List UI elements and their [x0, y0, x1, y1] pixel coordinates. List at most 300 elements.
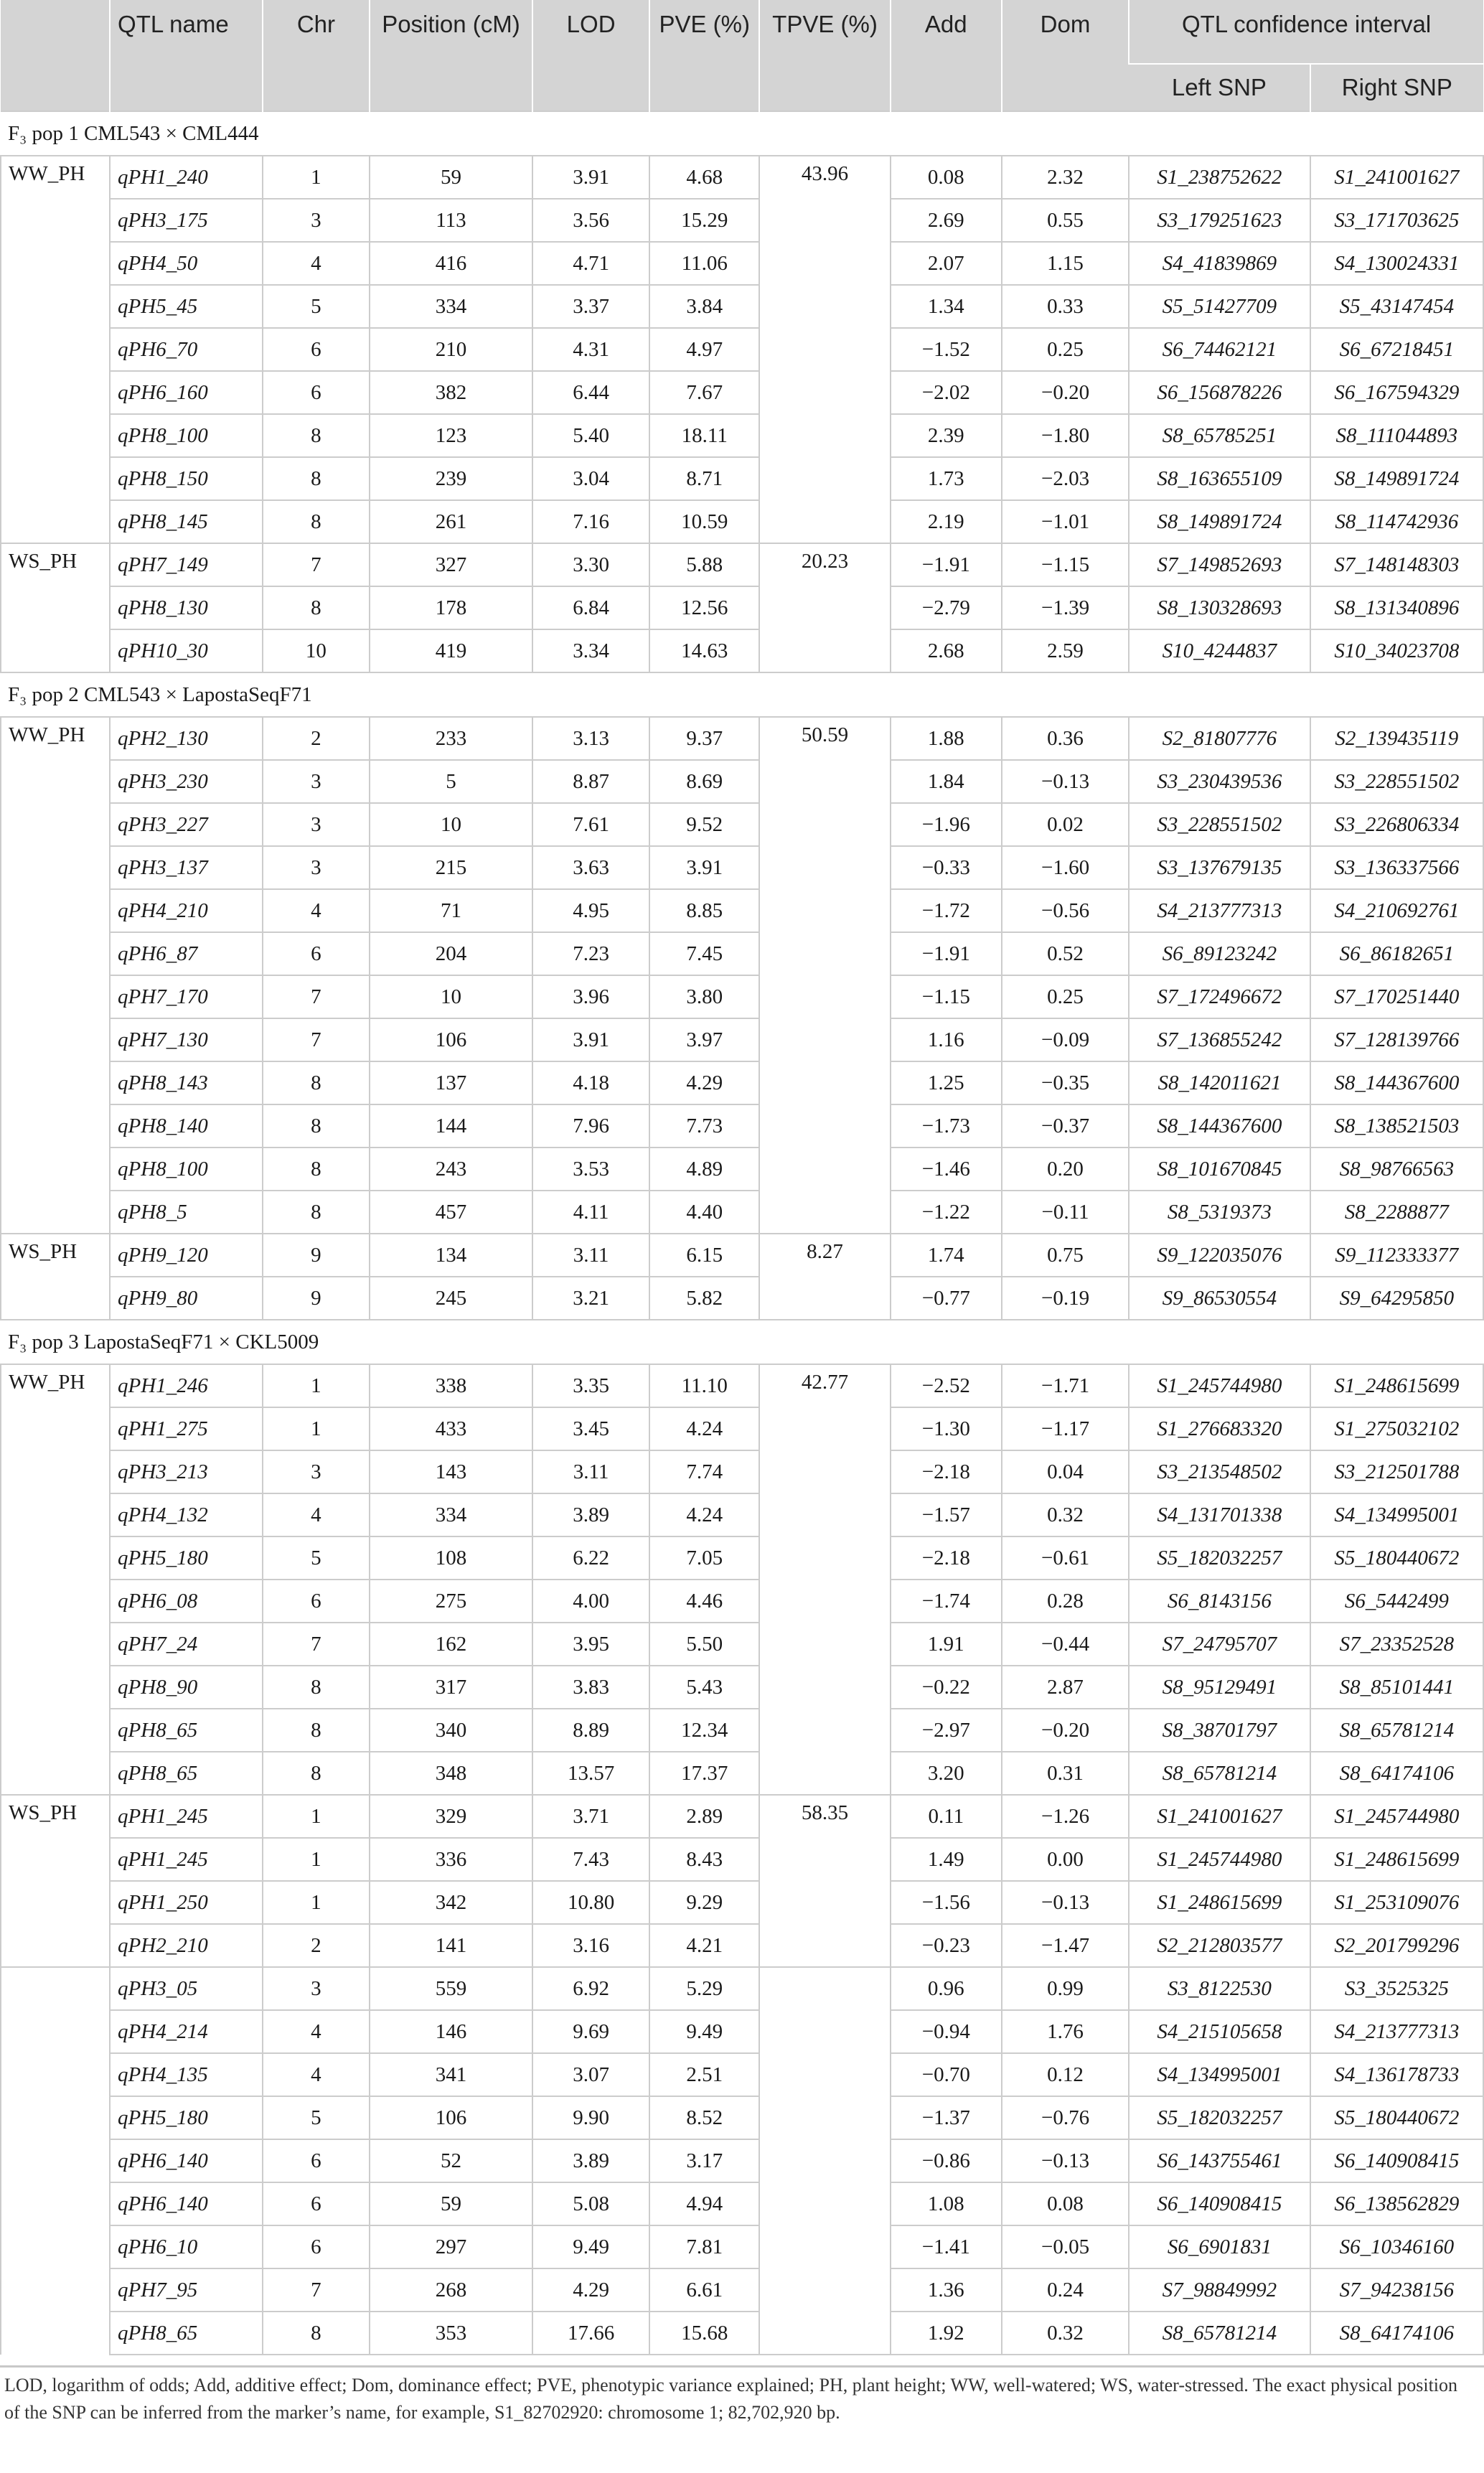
chr-cell: 8 — [263, 500, 370, 543]
table-row — [1, 1709, 1483, 1752]
add-cell: −2.02 — [891, 371, 1002, 414]
table-row — [1, 975, 1483, 1018]
lod-cell: 4.95 — [532, 889, 649, 932]
table-row — [1, 586, 1483, 629]
chr-cell: 2 — [263, 1924, 370, 1967]
lod-cell: 3.35 — [532, 1364, 649, 1407]
pve-cell: 18.11 — [649, 414, 759, 457]
position-cell: 144 — [370, 1104, 532, 1148]
lod-cell: 3.30 — [532, 543, 649, 586]
chr-cell: 8 — [263, 414, 370, 457]
left-snp-cell: S3_8122530 — [1129, 1967, 1310, 2010]
dom-cell: −0.20 — [1002, 1709, 1129, 1752]
dom-cell: −0.37 — [1002, 1104, 1129, 1148]
table-row — [1, 629, 1483, 672]
add-cell: 1.36 — [891, 2268, 1002, 2312]
left-snp-cell: S7_172496672 — [1129, 975, 1310, 1018]
lod-cell: 6.44 — [532, 371, 649, 414]
pve-cell: 12.56 — [649, 586, 759, 629]
add-cell: 1.16 — [891, 1018, 1002, 1061]
pve-cell: 9.29 — [649, 1881, 759, 1924]
left-snp-cell: S1_241001627 — [1129, 1795, 1310, 1838]
position-cell: 416 — [370, 242, 532, 285]
chr-cell: 8 — [263, 1709, 370, 1752]
chr-cell: 1 — [263, 1407, 370, 1450]
position-cell: 10 — [370, 803, 532, 846]
table-body — [1, 111, 1483, 2355]
qtl-name-cell: qPH5_180 — [110, 2096, 263, 2139]
add-cell: −1.52 — [891, 328, 1002, 371]
pve-cell: 8.52 — [649, 2096, 759, 2139]
chr-cell: 1 — [263, 156, 370, 199]
header-chr: Chr — [263, 0, 370, 111]
add-cell: −1.41 — [891, 2225, 1002, 2268]
chr-cell: 4 — [263, 2053, 370, 2096]
pve-cell: 3.91 — [649, 846, 759, 889]
right-snp-cell: S9_64295850 — [1310, 1277, 1483, 1320]
right-snp-cell: S10_34023708 — [1310, 629, 1483, 672]
right-snp-cell: S4_130024331 — [1310, 242, 1483, 285]
dom-cell: 1.76 — [1002, 2010, 1129, 2053]
position-cell: 5 — [370, 760, 532, 803]
pve-cell: 9.52 — [649, 803, 759, 846]
chr-cell: 6 — [263, 2225, 370, 2268]
right-snp-cell: S7_128139766 — [1310, 1018, 1483, 1061]
add-cell: −0.77 — [891, 1277, 1002, 1320]
table-row — [1, 889, 1483, 932]
lod-cell: 8.87 — [532, 760, 649, 803]
add-cell: 0.96 — [891, 1967, 1002, 2010]
qtl-name-cell: qPH6_160 — [110, 371, 263, 414]
lod-cell: 4.18 — [532, 1061, 649, 1104]
pve-cell: 7.74 — [649, 1450, 759, 1493]
qtl-name-cell: qPH6_87 — [110, 932, 263, 975]
left-snp-cell: S8_163655109 — [1129, 457, 1310, 500]
pve-cell: 7.73 — [649, 1104, 759, 1148]
right-snp-cell: S6_10346160 — [1310, 2225, 1483, 2268]
dom-cell: 2.32 — [1002, 156, 1129, 199]
position-cell: 334 — [370, 1493, 532, 1536]
qtl-name-cell: qPH6_70 — [110, 328, 263, 371]
position-cell: 338 — [370, 1364, 532, 1407]
lod-cell: 3.91 — [532, 156, 649, 199]
pve-cell: 11.10 — [649, 1364, 759, 1407]
dom-cell: −0.13 — [1002, 760, 1129, 803]
table-row — [1, 1838, 1483, 1881]
qtl-name-cell: qPH1_250 — [110, 1881, 263, 1924]
chr-cell: 5 — [263, 2096, 370, 2139]
position-cell: 340 — [370, 1709, 532, 1752]
qtl-name-cell: qPH8_65 — [110, 2312, 263, 2355]
add-cell: 3.20 — [891, 1752, 1002, 1795]
chr-cell: 8 — [263, 457, 370, 500]
chr-cell: 3 — [263, 1967, 370, 2010]
pve-cell: 10.59 — [649, 500, 759, 543]
left-snp-cell: S8_65781214 — [1129, 2312, 1310, 2355]
add-cell: −2.18 — [891, 1450, 1002, 1493]
qtl-name-cell: qPH9_80 — [110, 1277, 263, 1320]
table-row — [1, 1795, 1483, 1838]
add-cell: −1.37 — [891, 2096, 1002, 2139]
table-row — [1, 1493, 1483, 1536]
qtl-name-cell: qPH9_120 — [110, 1234, 263, 1277]
position-cell: 143 — [370, 1450, 532, 1493]
lod-cell: 3.63 — [532, 846, 649, 889]
table-row — [1, 414, 1483, 457]
right-snp-cell: S5_180440672 — [1310, 1536, 1483, 1580]
left-snp-cell: S9_122035076 — [1129, 1234, 1310, 1277]
chr-cell: 6 — [263, 1580, 370, 1623]
dom-cell: −1.80 — [1002, 414, 1129, 457]
table-row — [1, 2010, 1483, 2053]
chr-cell: 3 — [263, 199, 370, 242]
right-snp-cell: S1_253109076 — [1310, 1881, 1483, 1924]
left-snp-cell: S2_212803577 — [1129, 1924, 1310, 1967]
dom-cell: 0.33 — [1002, 285, 1129, 328]
add-cell: 1.92 — [891, 2312, 1002, 2355]
right-snp-cell: S8_138521503 — [1310, 1104, 1483, 1148]
add-cell: 1.25 — [891, 1061, 1002, 1104]
trait-cell: WW_PH — [1, 717, 110, 1234]
add-cell: −1.73 — [891, 1104, 1002, 1148]
left-snp-cell: S3_213548502 — [1129, 1450, 1310, 1493]
add-cell: 2.19 — [891, 500, 1002, 543]
qtl-name-cell: qPH7_170 — [110, 975, 263, 1018]
qtl-name-cell: qPH3_213 — [110, 1450, 263, 1493]
tpve-cell: 8.27 — [759, 1234, 890, 1320]
dom-cell: −0.19 — [1002, 1277, 1129, 1320]
table-row — [1, 285, 1483, 328]
lod-cell: 4.71 — [532, 242, 649, 285]
right-snp-cell: S3_228551502 — [1310, 760, 1483, 803]
left-snp-cell: S4_41839869 — [1129, 242, 1310, 285]
left-snp-cell: S8_149891724 — [1129, 500, 1310, 543]
chr-cell: 8 — [263, 1104, 370, 1148]
lod-cell: 4.00 — [532, 1580, 649, 1623]
chr-cell: 3 — [263, 760, 370, 803]
header-pve: PVE (%) — [649, 0, 759, 111]
add-cell: 1.74 — [891, 1234, 1002, 1277]
add-cell: 1.84 — [891, 760, 1002, 803]
dom-cell: −0.76 — [1002, 2096, 1129, 2139]
add-cell: −0.86 — [891, 2139, 1002, 2182]
qtl-name-cell: qPH7_24 — [110, 1623, 263, 1666]
pve-cell: 15.29 — [649, 199, 759, 242]
table-row — [1, 760, 1483, 803]
right-snp-cell: S4_210692761 — [1310, 889, 1483, 932]
add-cell: 0.11 — [891, 1795, 1002, 1838]
dom-cell: 2.87 — [1002, 1666, 1129, 1709]
dom-cell: −1.39 — [1002, 586, 1129, 629]
qtl-name-cell: qPH8_5 — [110, 1191, 263, 1234]
population-title: F₃ pop 2 CML543 × LapostaSeqF71 — [1, 672, 1483, 717]
left-snp-cell: S7_136855242 — [1129, 1018, 1310, 1061]
pve-cell: 4.94 — [649, 2182, 759, 2225]
qtl-name-cell: qPH6_140 — [110, 2139, 263, 2182]
chr-cell: 7 — [263, 1018, 370, 1061]
dom-cell: −0.09 — [1002, 1018, 1129, 1061]
chr-cell: 9 — [263, 1277, 370, 1320]
lod-cell: 3.89 — [532, 1493, 649, 1536]
right-snp-cell: S8_114742936 — [1310, 500, 1483, 543]
tpve-cell: 42.77 — [759, 1364, 890, 1795]
position-cell: 243 — [370, 1148, 532, 1191]
left-snp-cell: S8_142011621 — [1129, 1061, 1310, 1104]
left-snp-cell: S8_38701797 — [1129, 1709, 1310, 1752]
table-row — [1, 156, 1483, 199]
pve-cell: 7.05 — [649, 1536, 759, 1580]
table-row — [1, 1666, 1483, 1709]
qtl-name-cell: qPH6_08 — [110, 1580, 263, 1623]
qtl-name-cell: qPH6_140 — [110, 2182, 263, 2225]
qtl-name-cell: qPH8_145 — [110, 500, 263, 543]
left-snp-cell: S3_228551502 — [1129, 803, 1310, 846]
left-snp-cell: S4_213777313 — [1129, 889, 1310, 932]
position-cell: 137 — [370, 1061, 532, 1104]
add-cell: 2.69 — [891, 199, 1002, 242]
lod-cell: 3.45 — [532, 1407, 649, 1450]
left-snp-cell: S7_98849992 — [1129, 2268, 1310, 2312]
lod-cell: 3.71 — [532, 1795, 649, 1838]
pve-cell: 15.68 — [649, 2312, 759, 2355]
dom-cell: −0.05 — [1002, 2225, 1129, 2268]
qtl-name-cell: qPH3_175 — [110, 199, 263, 242]
pve-cell: 3.80 — [649, 975, 759, 1018]
table-row — [1, 2139, 1483, 2182]
dom-cell: 0.36 — [1002, 717, 1129, 760]
left-snp-cell: S1_245744980 — [1129, 1838, 1310, 1881]
table-row — [1, 199, 1483, 242]
add-cell: 1.34 — [891, 285, 1002, 328]
table-row — [1, 371, 1483, 414]
table-row — [1, 2053, 1483, 2096]
dom-cell: −0.56 — [1002, 889, 1129, 932]
position-cell: 559 — [370, 1967, 532, 2010]
dom-cell: −0.13 — [1002, 1881, 1129, 1924]
left-snp-cell: S6_89123242 — [1129, 932, 1310, 975]
chr-cell: 5 — [263, 1536, 370, 1580]
right-snp-cell: S4_213777313 — [1310, 2010, 1483, 2053]
right-snp-cell: S7_94238156 — [1310, 2268, 1483, 2312]
right-snp-cell: S6_138562829 — [1310, 2182, 1483, 2225]
lod-cell: 4.11 — [532, 1191, 649, 1234]
lod-cell: 3.95 — [532, 1623, 649, 1666]
right-snp-cell: S8_131340896 — [1310, 586, 1483, 629]
dom-cell: −0.35 — [1002, 1061, 1129, 1104]
qtl-name-cell: qPH4_132 — [110, 1493, 263, 1536]
add-cell: 1.91 — [891, 1623, 1002, 1666]
position-cell: 334 — [370, 285, 532, 328]
header-right-snp: Right SNP — [1310, 64, 1483, 111]
chr-cell: 4 — [263, 242, 370, 285]
dom-cell: 1.15 — [1002, 242, 1129, 285]
pve-cell: 5.29 — [649, 1967, 759, 2010]
qtl-name-cell: qPH8_143 — [110, 1061, 263, 1104]
dom-cell: 0.04 — [1002, 1450, 1129, 1493]
add-cell: −1.30 — [891, 1407, 1002, 1450]
position-cell: 215 — [370, 846, 532, 889]
qtl-name-cell: qPH8_130 — [110, 586, 263, 629]
pve-cell: 5.88 — [649, 543, 759, 586]
dom-cell: 0.12 — [1002, 2053, 1129, 2096]
right-snp-cell: S8_144367600 — [1310, 1061, 1483, 1104]
table-row — [1, 1364, 1483, 1407]
pve-cell: 2.51 — [649, 2053, 759, 2096]
qtl-name-cell: qPH3_230 — [110, 760, 263, 803]
position-cell: 297 — [370, 2225, 532, 2268]
chr-cell: 8 — [263, 1061, 370, 1104]
right-snp-cell: S7_170251440 — [1310, 975, 1483, 1018]
qtl-name-cell: qPH1_245 — [110, 1795, 263, 1838]
table-row — [1, 1234, 1483, 1277]
chr-cell: 7 — [263, 975, 370, 1018]
dom-cell: 0.32 — [1002, 2312, 1129, 2355]
left-snp-cell: S5_182032257 — [1129, 1536, 1310, 1580]
chr-cell: 10 — [263, 629, 370, 672]
dom-cell: 0.25 — [1002, 975, 1129, 1018]
add-cell: −0.23 — [891, 1924, 1002, 1967]
chr-cell: 6 — [263, 371, 370, 414]
left-snp-cell: S8_144367600 — [1129, 1104, 1310, 1148]
dom-cell: −0.61 — [1002, 1536, 1129, 1580]
right-snp-cell: S6_167594329 — [1310, 371, 1483, 414]
lod-cell: 9.49 — [532, 2225, 649, 2268]
dom-cell: −0.20 — [1002, 371, 1129, 414]
position-cell: 327 — [370, 543, 532, 586]
right-snp-cell: S2_139435119 — [1310, 717, 1483, 760]
add-cell: −1.72 — [891, 889, 1002, 932]
left-snp-cell: S9_86530554 — [1129, 1277, 1310, 1320]
chr-cell: 1 — [263, 1881, 370, 1924]
trait-cell: WW_PH — [1, 1364, 110, 1795]
lod-cell: 7.96 — [532, 1104, 649, 1148]
left-snp-cell: S3_230439536 — [1129, 760, 1310, 803]
table-row — [1, 2096, 1483, 2139]
add-cell: −2.79 — [891, 586, 1002, 629]
dom-cell: −0.11 — [1002, 1191, 1129, 1234]
header-trait-blank — [1, 0, 110, 111]
table-row — [1, 1104, 1483, 1148]
qtl-name-cell: qPH4_135 — [110, 2053, 263, 2096]
pve-cell: 8.71 — [649, 457, 759, 500]
chr-cell: 2 — [263, 717, 370, 760]
position-cell: 108 — [370, 1536, 532, 1580]
left-snp-cell: S6_143755461 — [1129, 2139, 1310, 2182]
pve-cell: 3.17 — [649, 2139, 759, 2182]
add-cell: −1.46 — [891, 1148, 1002, 1191]
position-cell: 178 — [370, 586, 532, 629]
add-cell: −1.22 — [891, 1191, 1002, 1234]
add-cell: 2.68 — [891, 629, 1002, 672]
population-row — [1, 111, 1483, 156]
table-row — [1, 1148, 1483, 1191]
qtl-name-cell: qPH8_140 — [110, 1104, 263, 1148]
lod-cell: 7.16 — [532, 500, 649, 543]
left-snp-cell: S8_65785251 — [1129, 414, 1310, 457]
position-cell: 341 — [370, 2053, 532, 2096]
left-snp-cell: S3_137679135 — [1129, 846, 1310, 889]
right-snp-cell: S3_171703625 — [1310, 199, 1483, 242]
dom-cell: −1.01 — [1002, 500, 1129, 543]
table-row — [1, 1061, 1483, 1104]
position-cell: 419 — [370, 629, 532, 672]
pve-cell: 4.89 — [649, 1148, 759, 1191]
qtl-name-cell: qPH5_180 — [110, 1536, 263, 1580]
position-cell: 10 — [370, 975, 532, 1018]
left-snp-cell: S10_4244837 — [1129, 629, 1310, 672]
qtl-name-cell: qPH4_214 — [110, 2010, 263, 2053]
add-cell: −2.52 — [891, 1364, 1002, 1407]
position-cell: 123 — [370, 414, 532, 457]
left-snp-cell: S6_6901831 — [1129, 2225, 1310, 2268]
position-cell: 233 — [370, 717, 532, 760]
add-cell: −1.57 — [891, 1493, 1002, 1536]
trait-cell: WS_PH — [1, 1234, 110, 1320]
trait-cell: WW_PH — [1, 156, 110, 543]
qtl-name-cell: qPH8_90 — [110, 1666, 263, 1709]
pve-cell: 7.81 — [649, 2225, 759, 2268]
left-snp-cell: S8_130328693 — [1129, 586, 1310, 629]
chr-cell: 4 — [263, 2010, 370, 2053]
right-snp-cell: S1_248615699 — [1310, 1838, 1483, 1881]
table-row — [1, 500, 1483, 543]
lod-cell: 5.40 — [532, 414, 649, 457]
dom-cell: 0.00 — [1002, 1838, 1129, 1881]
left-snp-cell: S7_24795707 — [1129, 1623, 1310, 1666]
dom-cell: −0.44 — [1002, 1623, 1129, 1666]
qtl-name-cell: qPH8_65 — [110, 1709, 263, 1752]
header-tpve: TPVE (%) — [759, 0, 890, 111]
position-cell: 317 — [370, 1666, 532, 1709]
right-snp-cell: S3_3525325 — [1310, 1967, 1483, 2010]
position-cell: 204 — [370, 932, 532, 975]
qtl-name-cell: qPH10_30 — [110, 629, 263, 672]
add-cell: 1.08 — [891, 2182, 1002, 2225]
right-snp-cell: S6_5442499 — [1310, 1580, 1483, 1623]
add-cell: −1.15 — [891, 975, 1002, 1018]
qtl-name-cell: qPH7_95 — [110, 2268, 263, 2312]
chr-cell: 4 — [263, 1493, 370, 1536]
table-row — [1, 1018, 1483, 1061]
qtl-name-cell: qPH2_210 — [110, 1924, 263, 1967]
dom-cell: −1.15 — [1002, 543, 1129, 586]
dom-cell: 0.02 — [1002, 803, 1129, 846]
add-cell: 0.08 — [891, 156, 1002, 199]
left-snp-cell: S8_95129491 — [1129, 1666, 1310, 1709]
table-row — [1, 328, 1483, 371]
right-snp-cell: S8_85101441 — [1310, 1666, 1483, 1709]
chr-cell: 1 — [263, 1838, 370, 1881]
pve-cell: 5.82 — [649, 1277, 759, 1320]
pve-cell: 17.37 — [649, 1752, 759, 1795]
chr-cell: 8 — [263, 2312, 370, 2355]
table-row — [1, 1881, 1483, 1924]
qtl-name-cell: qPH3_227 — [110, 803, 263, 846]
dom-cell: 0.20 — [1002, 1148, 1129, 1191]
left-snp-cell: S5_51427709 — [1129, 285, 1310, 328]
dom-cell: 0.32 — [1002, 1493, 1129, 1536]
pve-cell: 8.43 — [649, 1838, 759, 1881]
left-snp-cell: S8_65781214 — [1129, 1752, 1310, 1795]
add-cell: −2.97 — [891, 1709, 1002, 1752]
header-confidence-interval: QTL confidence interval — [1129, 0, 1483, 64]
add-cell: −1.91 — [891, 543, 1002, 586]
pve-cell: 12.34 — [649, 1709, 759, 1752]
left-snp-cell: S4_134995001 — [1129, 2053, 1310, 2096]
position-cell: 210 — [370, 328, 532, 371]
position-cell: 268 — [370, 2268, 532, 2312]
table-row — [1, 803, 1483, 846]
